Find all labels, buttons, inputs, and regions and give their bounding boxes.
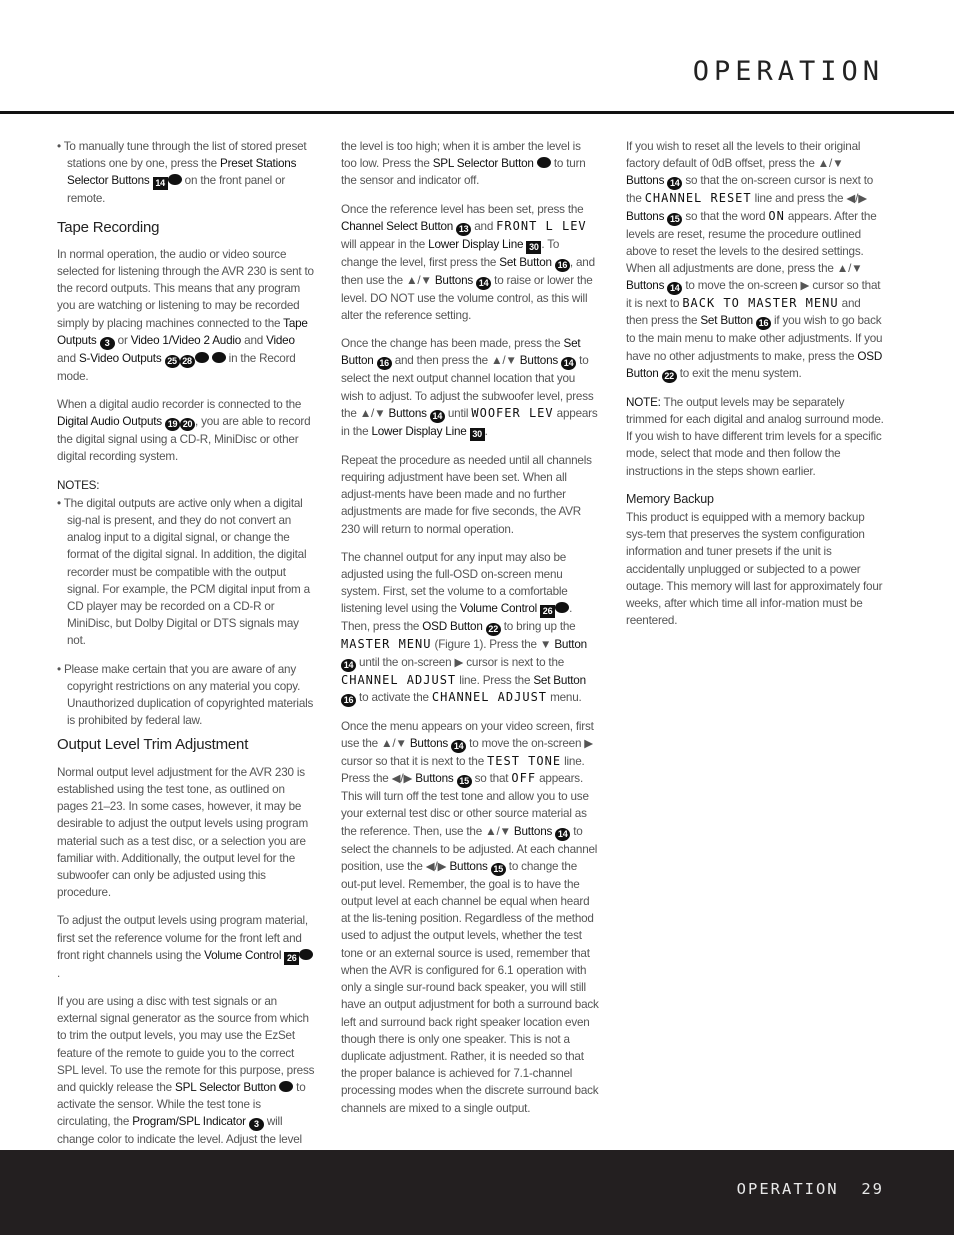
reference-level-paragraph — [341, 201, 599, 325]
body-text: to exit the menu system. — [676, 366, 802, 380]
body-text: line and press the ◀/▶ — [751, 192, 868, 206]
control-name: Set Button — [700, 314, 753, 328]
button-number-badge: 25 — [165, 355, 180, 368]
button-number-badge: 15 — [457, 775, 472, 788]
output-trim-heading: Output Level Trim Adjustment — [57, 736, 249, 754]
reset-levels-paragraph — [626, 138, 884, 383]
control-name: Channel Select Button — [341, 219, 454, 233]
page-header-title: OPERATION — [692, 56, 884, 87]
note-digital-outputs: • The digital outputs are active only when a digital sig-nal is present, and they do not convert an analog input to a digital signal, or change the format of the digital signal. In addition, the digital recorder must be compatible with the output signal. For example, the PCM digital input from a CD player may be recorded on a CD-R or MiniDisc, but Dolby Digital or DTS signals may not. — [57, 496, 310, 648]
body-text: menu. — [547, 690, 582, 704]
body-text: will appear in the — [341, 237, 429, 251]
control-name: Buttons — [626, 279, 665, 293]
osd-text: WOOFER LEV — [471, 405, 554, 420]
body-text: on the front panel or remote. — [67, 174, 286, 206]
control-name: OSD Button — [626, 349, 883, 380]
body-text: . — [484, 424, 488, 438]
button-number-badge: 3 — [100, 337, 115, 350]
control-name: Volume Control — [459, 602, 538, 616]
notes-label: NOTES: — [57, 478, 100, 492]
column-2 — [341, 138, 599, 1128]
button-number-badge: 16 — [377, 357, 392, 370]
button-number-badge: 14 — [451, 740, 466, 753]
button-dot-icon — [555, 602, 569, 613]
body-text: to raise or lower the level. DO NOT use the volume control, as this will alter the reference setting. — [341, 273, 593, 323]
body-text: so that — [471, 772, 512, 786]
body-text: • To manually tune through the list of stored preset stations one by one, press the — [57, 140, 307, 171]
body-text: In normal operation, the audio or video source selected for listening through the AVR 230 is sent to the record outputs. This means that any program you are watching or listening to may be recorded simply by placing machines connected to the — [57, 247, 314, 330]
body-text: , and then use the ▲/▼ — [341, 255, 595, 287]
control-name: Volume Control — [204, 948, 282, 962]
body-text: the level is too high; when it is amber the level is too low. Press the — [341, 140, 581, 171]
osd-text: CHANNEL ADJUST — [341, 672, 457, 687]
body-text: and — [241, 333, 267, 347]
control-name: Tape Outputs — [57, 316, 308, 347]
digital-recorder-paragraph — [57, 396, 315, 466]
button-number-badge: 20 — [180, 418, 195, 431]
body-text: The output levels may be separately trimmed for each digital and analog surround mode. If you wish to have different trim levels for a specific mode, select that mode and then follow the instructions in the steps shown earlier. — [626, 395, 884, 478]
body-text: The channel output for any input may also be adjusted using the full-OSD on-screen menu system. First, set the volume to a comfortable listening level using the — [341, 550, 568, 616]
body-text: if you wish to go back to the main menu to make other adjustments. If you have no other adjustments to make, press the — [626, 314, 883, 363]
osd-text: CHANNEL ADJUST — [431, 689, 548, 704]
body-text: To adjust the output levels using program material, first set the reference volume for the front left and front right channels using the — [57, 914, 308, 962]
note-copyright: • Please make certain that you are aware of any copyright restrictions on any material you copy. Unauthorized duplication of copyrighted materials is prohibited by federal law. — [57, 662, 314, 728]
trim-intro-paragraph: Normal output level adjustment for the AVR 230 is established using the test tone, as outlined on pages 21–23. In some cases, however, it may be desirable to adjust the output levels using program material such as a test disc, or a selection you are familiar with. Additionally, the output level for the subwoofer can only be adjusted using this procedure. — [57, 765, 308, 900]
button-number-badge: 30 — [526, 241, 541, 254]
trim-note-paragraph — [626, 394, 884, 480]
osd-text: TEST TONE — [487, 754, 562, 769]
button-number-badge: 28 — [180, 355, 195, 368]
osd-text: ON — [768, 208, 785, 223]
body-text: to bring up the — [500, 620, 576, 634]
body-text: If you wish to reset all the levels to their original factory default of 0dB offset, press the ▲/▼ — [626, 140, 861, 171]
button-number-badge: 15 — [491, 863, 506, 876]
body-text: so that the on-screen cursor is next to the — [626, 174, 874, 206]
button-number-badge: 3 — [249, 1118, 264, 1131]
page-footer — [0, 1150, 954, 1235]
body-text: to change the out-put level. Remember, the goal is to have the output level at each channel be equal when heard at the lis-tening position. Regardless of the method used to adjust the output levels, whether the test tone or an external source is used, remember that when the AVR is configured for 6.1 operation with only a single sur-round back speaker, you will still have an output adjustment for both a surround back left and surround back right speaker location even though there is only one speaker. This is not a duplicate adjustment. Rather, it is needed so that the proper balance is achieved for 7.1-channel processing modes when the discrete surround back channels are mixed to a single output. — [341, 859, 599, 1115]
button-number-badge: 16 — [555, 259, 570, 272]
body-text: line. Press the — [456, 673, 534, 687]
body-text: If you are using a disc with test signals or an external signal generator as the source from which to trim the output levels, you may use the EzSet feature of the remote to guide you to the correct SPL level. To use the remote for this purpose, press and quickly release the — [57, 994, 315, 1094]
control-name: NOTE: — [626, 395, 661, 409]
button-number-badge: 14 — [667, 282, 682, 295]
button-dot-icon — [195, 352, 209, 363]
control-name: Video — [266, 333, 295, 347]
body-text: appears in the — [341, 406, 598, 438]
body-text: Once the change has been made, press the — [341, 337, 564, 351]
tape-recording-heading: Tape Recording — [57, 218, 160, 236]
control-name: Set Button — [499, 255, 552, 269]
button-number-badge: 14 — [153, 177, 168, 190]
body-text: appears. After the levels are reset, resume the procedure outlined above to reset the levels to the desired settings. When all adjustments are done, press the ▲/▼ — [626, 209, 877, 276]
control-name: Buttons — [626, 174, 665, 188]
control-name: Buttons — [388, 406, 427, 420]
control-name: Set Button — [533, 673, 586, 687]
button-number-badge: 13 — [456, 223, 471, 236]
body-text: to move the on-screen ▶ cursor so that it is next to — [626, 279, 881, 311]
body-text: and — [471, 219, 497, 233]
button-number-badge: 14 — [430, 410, 445, 423]
osd-text: CHANNEL RESET — [644, 191, 752, 206]
button-number-badge: 30 — [470, 428, 485, 441]
osd-text: OFF — [511, 771, 537, 786]
button-dot-icon — [279, 1081, 293, 1092]
body-text: . — [57, 966, 61, 980]
control-name: Program/SPL Indicator — [132, 1115, 246, 1129]
button-dot-icon — [537, 157, 551, 168]
body-text: to turn the sensor and indicator off. — [341, 157, 586, 188]
footer-label — [737, 1180, 884, 1198]
memory-backup-heading: Memory Backup — [626, 491, 714, 506]
body-text: to activate the — [356, 690, 432, 704]
body-text: (Figure 1). Press the ▼ — [431, 638, 555, 652]
body-text: and then press the — [626, 297, 861, 328]
button-number-badge: 14 — [476, 277, 491, 290]
body-text: and then press the ▲/▼ — [391, 354, 520, 368]
button-number-badge: 14 — [561, 357, 576, 370]
control-name: Video 1/Video 2 Audio — [130, 333, 242, 347]
button-dot-icon — [168, 174, 182, 185]
control-name: Buttons — [415, 772, 454, 786]
button-number-badge: 14 — [667, 177, 682, 190]
body-text: When a digital audio recorder is connected to the — [57, 398, 302, 412]
menu-appears-paragraph — [341, 718, 599, 1117]
control-name: SPL Selector Button — [432, 157, 534, 171]
header-rule — [0, 111, 954, 114]
control-name: S-Video Outputs — [78, 351, 162, 365]
control-name: Buttons — [626, 209, 665, 223]
body-text: , you are able to record the digital signal using a CD-R, MiniDisc or other digital recording system. — [57, 415, 311, 464]
body-text: to select the channels to be adjusted. At each channel position, use the ◀/▶ — [341, 824, 598, 873]
button-dot-icon — [212, 352, 226, 363]
body-text: Once the menu appears on your video screen, first use the ▲/▼ — [341, 719, 594, 751]
repeat-paragraph: Repeat the procedure as needed until all channels requiring adjustment have been set. When all adjust-ments have been made and no further adjustments are made for five seconds, the AVR 230 will return to normal operation. — [341, 453, 592, 536]
button-number-badge: 22 — [486, 623, 501, 636]
column-1 — [57, 138, 315, 1195]
body-text: to select the next output channel location that you wish to adjust. To adjust the subwoofer level, press the ▲/▼ — [341, 354, 594, 420]
button-number-badge: 22 — [662, 370, 677, 383]
spl-continue-paragraph — [341, 138, 599, 190]
control-name: Buttons — [449, 859, 488, 873]
control-name: Lower Display Line — [371, 424, 467, 438]
body-text: . To change the level, first press the — [341, 237, 560, 269]
body-text: and — [57, 351, 79, 365]
trim-program-paragraph — [57, 912, 315, 982]
control-name: Buttons — [513, 824, 553, 838]
osd-text: BACK TO MASTER MENU — [682, 296, 839, 311]
control-name: SPL Selector Button — [175, 1080, 277, 1094]
next-channel-paragraph — [341, 335, 599, 441]
body-text: to move the on-screen ▶ cursor so that it is next to the — [341, 737, 594, 769]
button-number-badge: 16 — [341, 694, 356, 707]
body-text: until — [444, 406, 472, 420]
button-number-badge: 14 — [555, 828, 570, 841]
control-name: Buttons — [434, 273, 474, 287]
button-number-badge: 26 — [284, 952, 299, 965]
button-number-badge: 14 — [341, 659, 356, 672]
control-name: Buttons — [409, 737, 449, 751]
body-text: until the on-screen ▶ cursor is next to the — [356, 655, 565, 669]
button-number-badge: 19 — [165, 418, 180, 431]
control-name: Button — [554, 638, 587, 652]
control-name: Set Button — [341, 337, 581, 368]
osd-text: MASTER MENU — [341, 637, 432, 652]
tape-recording-paragraph — [57, 246, 315, 385]
button-number-badge: 26 — [540, 605, 555, 618]
control-name: Lower Display Line — [428, 237, 524, 251]
body-text: in the Record mode. — [57, 351, 296, 383]
page-number: 29 — [861, 1180, 884, 1198]
body-text: Once the reference level has been set, press the — [341, 202, 584, 216]
button-number-badge: 16 — [756, 317, 771, 330]
body-text: will change color to indicate the level. Adjust the level — [57, 1115, 302, 1147]
body-text: line. Press the ◀/▶ — [341, 755, 585, 786]
body-text: so that the word — [682, 209, 769, 223]
preset-tuning-paragraph — [57, 138, 315, 208]
button-number-badge: 15 — [667, 213, 682, 226]
control-name: OSD Button — [422, 620, 483, 634]
body-text: . Then, press the — [341, 602, 573, 634]
body-text: to activate the sensor. While the test tone is circulating, the — [57, 1080, 306, 1129]
osd-adjust-paragraph — [341, 549, 599, 707]
control-name: Preset Stations Selector Buttons — [67, 157, 297, 188]
button-dot-icon — [299, 949, 313, 960]
column-3 — [626, 138, 884, 640]
body-text: appears. This will turn off the test tone and allow you to use your external test disc or other source material as the reference. Then, use the ▲/▼ — [341, 772, 589, 838]
body-text: or — [114, 333, 131, 347]
control-name: Digital Audio Outputs — [57, 415, 162, 429]
control-name: Buttons — [519, 354, 559, 368]
footer-section: OPERATION — [736, 1180, 839, 1198]
osd-text: FRONT L LEV — [496, 218, 587, 233]
memory-backup-paragraph: This product is equipped with a memory backup sys-tem that preserves the system configuration information and tuner presets if the unit is accidentally unplugged or subjected to a power outage. This memory will last for approximately four weeks, after which time all infor-mation must be reentered. — [626, 511, 883, 628]
